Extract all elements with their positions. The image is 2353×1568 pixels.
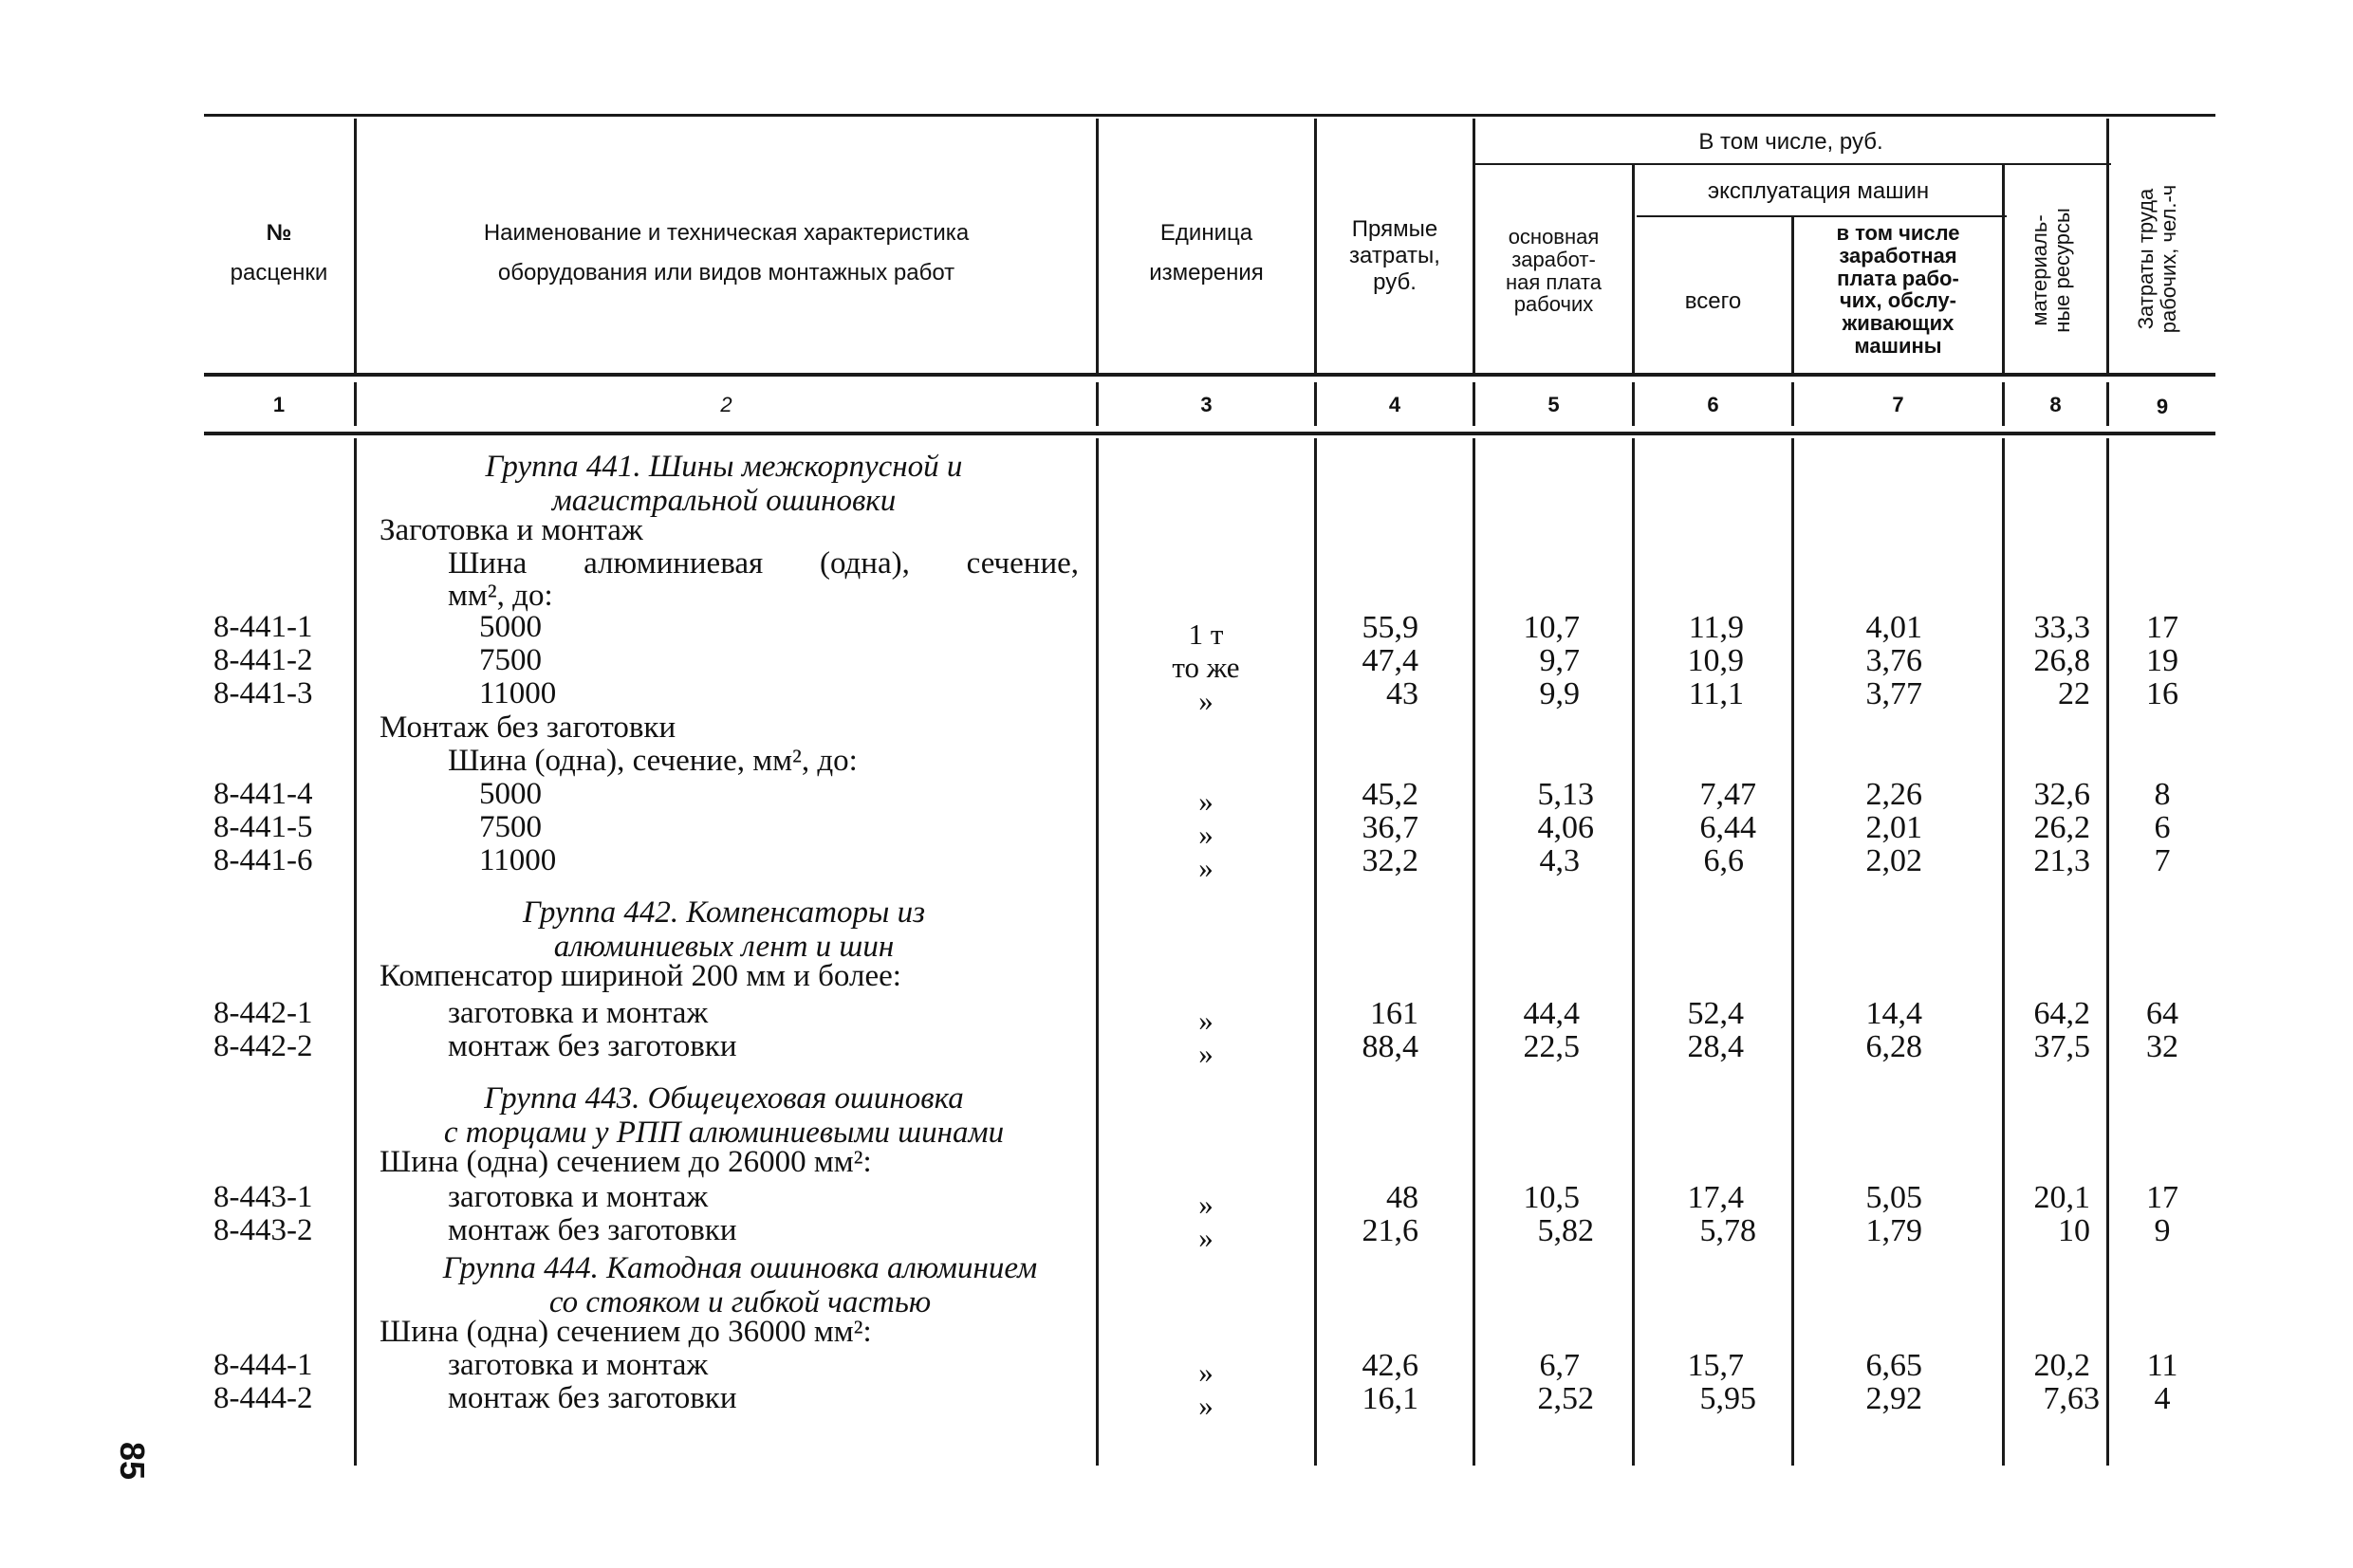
row-8-442-2-direct: 88,4 bbox=[1362, 1029, 1418, 1064]
col-divider-7-body bbox=[2002, 438, 2005, 1466]
column-number-5: 5 bbox=[1547, 393, 1560, 416]
row-8-441-1-unit: 1 т bbox=[1188, 618, 1224, 651]
row-8-441-1-labor: 17 bbox=[2146, 610, 2178, 645]
row-8-444-1-machines: 15,7 bbox=[1687, 1348, 1744, 1383]
col-divider-5-body bbox=[1632, 438, 1635, 1466]
row-8-441-6-unit: » bbox=[1198, 851, 1214, 884]
row-8-441-5-machine-wage: 2,01 bbox=[1865, 810, 1922, 845]
row-8-442-1-code: 8-442-1 bbox=[213, 996, 313, 1030]
header-name-col: Наименование и техническая характеристика оборудования или видов монтажных работ bbox=[483, 220, 970, 286]
row-8-441-5-code: 8-441-5 bbox=[213, 810, 313, 844]
row-8-441-3-direct: 43 bbox=[1386, 676, 1418, 711]
row-8-441-3-name: 11000 bbox=[479, 676, 557, 710]
header-basic-wage-col: основная заработ- ная плата рабочих bbox=[1506, 225, 1602, 317]
row-8-442-1-direct: 161 bbox=[1370, 996, 1418, 1031]
row-8-441-1-materials: 33,3 bbox=[2033, 610, 2090, 645]
header-machines-title: эксплуатация машин bbox=[1707, 178, 1930, 204]
row-8-441-5-direct: 36,7 bbox=[1362, 810, 1418, 845]
row-8-443-1-labor: 17 bbox=[2146, 1180, 2178, 1215]
header-including-title: В том числе, руб. bbox=[1698, 129, 1883, 155]
row-8-441-4-direct: 45,2 bbox=[1362, 777, 1418, 812]
row-8-441-1-direct: 55,9 bbox=[1362, 610, 1418, 645]
row-8-444-2-machine-wage: 2,92 bbox=[1865, 1381, 1922, 1416]
row-8-444-2-wage: 2,52 bbox=[1537, 1381, 1594, 1416]
row-8-441-5-labor: 6 bbox=[2154, 810, 2171, 845]
row-8-441-2-materials: 26,8 bbox=[2033, 643, 2090, 678]
row-8-441-1-machine-wage: 4,01 bbox=[1865, 610, 1922, 645]
column-number-4: 4 bbox=[1388, 393, 1401, 416]
row-8-441-3-machines: 11,1 bbox=[1688, 676, 1744, 711]
row-8-444-1-machine-wage: 6,65 bbox=[1865, 1348, 1922, 1383]
column-number-8: 8 bbox=[2049, 393, 2062, 416]
row-8-444-2-unit: » bbox=[1198, 1389, 1214, 1422]
row-8-441-1-name: 5000 bbox=[479, 610, 542, 644]
row-8-441-2-code: 8-441-2 bbox=[213, 643, 313, 677]
row-8-441-1-wage: 10,7 bbox=[1523, 610, 1580, 645]
row-8-442-1-machine-wage: 14,4 bbox=[1865, 996, 1922, 1031]
row-8-441-5-wage: 4,06 bbox=[1537, 810, 1594, 845]
column-number-7: 7 bbox=[1892, 393, 1904, 416]
row-8-444-2-code: 8-444-2 bbox=[213, 1381, 313, 1415]
row-8-442-1-wage: 44,4 bbox=[1523, 996, 1580, 1031]
machines-header-rule bbox=[1637, 215, 2007, 217]
column-numbers-rule bbox=[204, 432, 2215, 435]
row-8-442-2-machine-wage: 6,28 bbox=[1865, 1029, 1922, 1064]
row-8-441-4-name: 5000 bbox=[479, 777, 542, 811]
row-8-441-2-machine-wage: 3,76 bbox=[1865, 643, 1922, 678]
row-8-444-2-name: монтаж без заготовки bbox=[448, 1381, 737, 1415]
row-8-443-1-name: заготовка и монтаж bbox=[448, 1180, 709, 1214]
col-divider-4-body bbox=[1473, 438, 1475, 1466]
row-8-443-2-materials: 10 bbox=[2058, 1213, 2090, 1248]
row-8-441-4-labor: 8 bbox=[2154, 777, 2171, 812]
row-8-442-1-labor: 64 bbox=[2146, 996, 2178, 1031]
row-8-441-4-wage: 5,13 bbox=[1537, 777, 1594, 812]
row-8-444-1-labor: 11 bbox=[2146, 1348, 2178, 1383]
column-number-9: 9 bbox=[2156, 395, 2169, 418]
row-8-441-4-unit: » bbox=[1198, 784, 1214, 818]
row-8-444-2-direct: 16,1 bbox=[1362, 1381, 1418, 1416]
group-header-rule bbox=[1475, 163, 2111, 165]
row-8-443-2-code: 8-443-2 bbox=[213, 1213, 313, 1247]
row-8-441-2-unit: то же bbox=[1172, 651, 1240, 684]
row-8-441-5-name: 7500 bbox=[479, 810, 542, 844]
row-8-442-1-machines: 52,4 bbox=[1687, 996, 1744, 1031]
row-8-443-2-direct: 21,6 bbox=[1362, 1213, 1418, 1248]
row-8-441-4-machines: 7,47 bbox=[1699, 777, 1756, 812]
top-rule bbox=[204, 114, 2215, 117]
group-441-subheading: Заготовка и монтаж bbox=[380, 513, 643, 547]
group-441-subheading-2: Монтаж без заготовки bbox=[380, 710, 676, 745]
column-number-6: 6 bbox=[1707, 393, 1719, 416]
row-8-441-6-labor: 7 bbox=[2154, 843, 2171, 878]
col-divider-3-body bbox=[1314, 438, 1317, 1466]
header-materials-col: материаль- ные ресурсы bbox=[2028, 208, 2075, 333]
col-divider-8-body bbox=[2106, 438, 2109, 1466]
row-8-443-1-direct: 48 bbox=[1386, 1180, 1418, 1215]
row-8-443-1-code: 8-443-1 bbox=[213, 1180, 313, 1214]
row-8-441-3-labor: 16 bbox=[2146, 676, 2178, 711]
row-8-441-6-name: 11000 bbox=[479, 843, 557, 877]
column-number-3: 3 bbox=[1200, 393, 1213, 416]
col-divider-6-body bbox=[1791, 438, 1794, 1466]
row-8-443-1-machine-wage: 5,05 bbox=[1865, 1180, 1922, 1215]
row-8-443-2-unit: » bbox=[1198, 1221, 1214, 1254]
row-8-441-3-unit: » bbox=[1198, 684, 1214, 717]
row-8-442-2-unit: » bbox=[1198, 1037, 1214, 1070]
row-8-441-6-machine-wage: 2,02 bbox=[1865, 843, 1922, 878]
row-8-443-1-machines: 17,4 bbox=[1687, 1180, 1744, 1215]
row-8-444-1-materials: 20,2 bbox=[2033, 1348, 2090, 1383]
row-8-441-6-code: 8-441-6 bbox=[213, 843, 313, 877]
group-441-description-2: Шина (одна), сечение, мм², до: bbox=[448, 744, 858, 778]
col-divider-1-body bbox=[354, 438, 357, 1466]
row-8-441-6-direct: 32,2 bbox=[1362, 843, 1418, 878]
row-8-444-1-wage: 6,7 bbox=[1539, 1348, 1580, 1383]
header-labor-col: Затраты труда рабочих, чел.-ч bbox=[2134, 184, 2181, 334]
row-8-441-6-wage: 4,3 bbox=[1539, 843, 1580, 878]
col-divider-7-header bbox=[2002, 165, 2005, 375]
group-441-description-cont: мм², до: bbox=[448, 579, 553, 613]
row-8-443-1-unit: » bbox=[1198, 1188, 1214, 1221]
row-8-443-2-wage: 5,82 bbox=[1537, 1213, 1594, 1248]
row-8-442-1-materials: 64,2 bbox=[2033, 996, 2090, 1031]
row-8-441-1-machines: 11,9 bbox=[1688, 610, 1744, 645]
col-divider-8-header bbox=[2106, 119, 2109, 375]
row-8-442-2-wage: 22,5 bbox=[1523, 1029, 1580, 1064]
group-444-description: Шина (одна) сечением до 36000 мм²: bbox=[380, 1315, 872, 1349]
row-8-442-2-machines: 28,4 bbox=[1687, 1029, 1744, 1064]
row-8-444-2-machines: 5,95 bbox=[1699, 1381, 1756, 1416]
row-8-444-1-name: заготовка и монтаж bbox=[448, 1348, 709, 1382]
group-442-title: Группа 442. Компенсаторы из алюминиевых лент и шин bbox=[523, 895, 925, 964]
header-machine-wage-col: в том числе заработная плата рабо- чих, обслу- живающих машины bbox=[1836, 221, 1960, 358]
row-8-443-1-wage: 10,5 bbox=[1523, 1180, 1580, 1215]
row-8-441-3-code: 8-441-3 bbox=[213, 676, 313, 710]
row-8-442-2-name: монтаж без заготовки bbox=[448, 1029, 737, 1063]
row-8-441-6-materials: 21,3 bbox=[2033, 843, 2090, 878]
row-8-441-2-machines: 10,9 bbox=[1687, 643, 1744, 678]
row-8-441-4-machine-wage: 2,26 bbox=[1865, 777, 1922, 812]
row-8-442-2-materials: 37,5 bbox=[2033, 1029, 2090, 1064]
row-8-442-1-name: заготовка и монтаж bbox=[448, 996, 709, 1030]
header-unit-col: Единица измерения bbox=[1149, 220, 1264, 286]
row-8-442-2-labor: 32 bbox=[2146, 1029, 2178, 1064]
row-8-443-1-materials: 20,1 bbox=[2033, 1180, 2090, 1215]
row-8-441-4-materials: 32,6 bbox=[2033, 777, 2090, 812]
row-8-442-2-code: 8-442-2 bbox=[213, 1029, 313, 1063]
row-8-441-2-wage: 9,7 bbox=[1539, 643, 1580, 678]
page-number: 85 bbox=[113, 1442, 152, 1481]
header-direct-costs-col: Прямые затраты, руб. bbox=[1349, 216, 1440, 295]
row-8-443-2-machine-wage: 1,79 bbox=[1865, 1213, 1922, 1248]
row-8-441-4-code: 8-441-4 bbox=[213, 777, 313, 811]
row-8-441-3-machine-wage: 3,77 bbox=[1865, 676, 1922, 711]
group-441-description: Шина алюминиевая (одна), сечение, bbox=[448, 546, 1079, 581]
group-444-title: Группа 444. Катодная ошиновка алюминием со стояком и гибкой частью bbox=[442, 1251, 1038, 1319]
group-442-description: Компенсатор шириной 200 мм и более: bbox=[380, 959, 901, 993]
row-8-441-2-labor: 19 bbox=[2146, 643, 2178, 678]
row-8-444-1-direct: 42,6 bbox=[1362, 1348, 1418, 1383]
row-8-441-2-name: 7500 bbox=[479, 643, 542, 677]
column-number-1: 1 bbox=[272, 393, 286, 416]
column-number-2: 2 bbox=[720, 393, 732, 416]
header-bottom-rule bbox=[204, 373, 2215, 377]
header-code-col: № расценки bbox=[230, 220, 328, 286]
group-443-title: Группа 443. Общецеховая ошиновка с торцами у РПП алюминиевыми шинами bbox=[443, 1081, 1005, 1150]
row-8-444-1-code: 8-444-1 bbox=[213, 1348, 313, 1382]
row-8-441-3-wage: 9,9 bbox=[1539, 676, 1580, 711]
row-8-441-5-machines: 6,44 bbox=[1699, 810, 1756, 845]
row-8-444-2-materials: 7,63 bbox=[2043, 1381, 2100, 1416]
row-8-443-2-labor: 9 bbox=[2154, 1213, 2171, 1248]
row-8-443-2-machines: 5,78 bbox=[1699, 1213, 1756, 1248]
row-8-444-1-unit: » bbox=[1198, 1356, 1214, 1389]
row-8-441-6-machines: 6,6 bbox=[1703, 843, 1744, 878]
header-machines-total-col: всего bbox=[1684, 288, 1742, 314]
row-8-441-5-materials: 26,2 bbox=[2033, 810, 2090, 845]
row-8-441-1-code: 8-441-1 bbox=[213, 610, 313, 644]
row-8-441-3-materials: 22 bbox=[2058, 676, 2090, 711]
group-441-title: Группа 441. Шины межкорпусной и магистральной ошиновки bbox=[485, 450, 963, 518]
row-8-442-1-unit: » bbox=[1198, 1004, 1214, 1037]
group-443-description: Шина (одна) сечением до 26000 мм²: bbox=[380, 1145, 872, 1179]
row-8-441-5-unit: » bbox=[1198, 818, 1214, 851]
row-8-444-2-labor: 4 bbox=[2154, 1381, 2171, 1416]
row-8-443-2-name: монтаж без заготовки bbox=[448, 1213, 737, 1247]
row-8-441-2-direct: 47,4 bbox=[1362, 643, 1418, 678]
